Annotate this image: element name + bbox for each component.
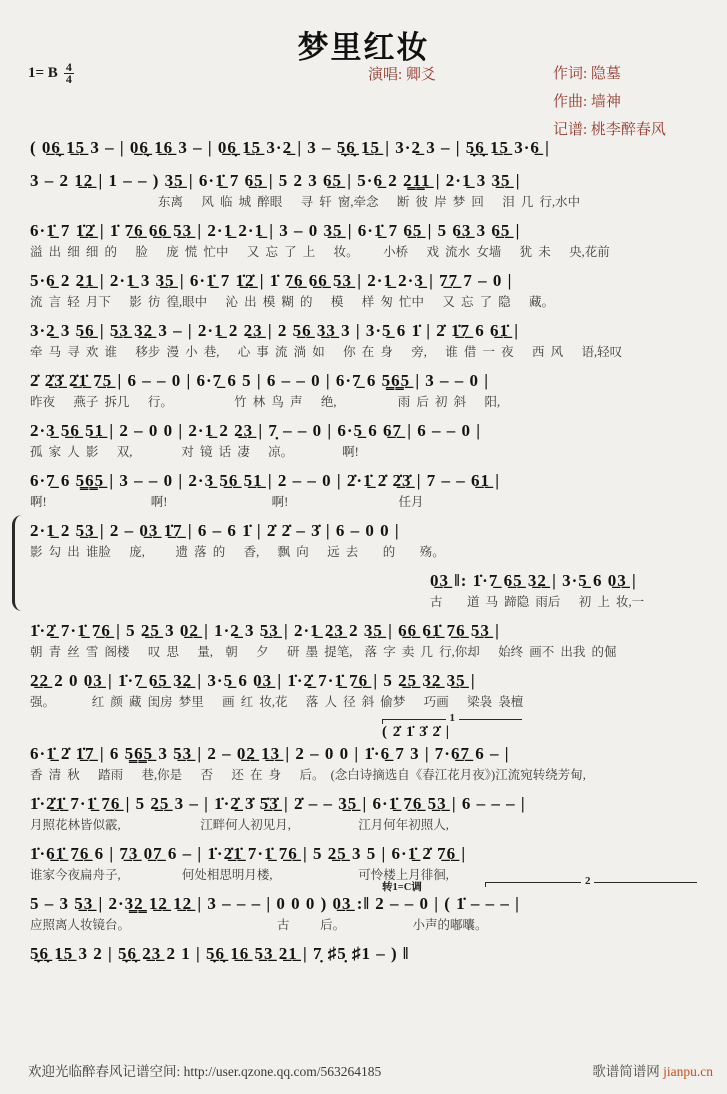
- page-footer: [0, 1060, 727, 1080]
- system-15: [30, 842, 713, 883]
- credit-composer: 作曲: 墙神: [553, 94, 621, 110]
- system-1-intro: [30, 136, 713, 160]
- notes-line: 5·6̲ 2 2̲1̲ | 2·1̲ 3 3̲5̲ | 6·1̲̇ 7 1̲̇2̲̇ | 1̇ 7̲6̲ 6̲6̲ 5̲3̲ | 2·1̲ 2·3̲ | 7̲7̲ 7 – 0 |: [30, 271, 513, 290]
- time-signature-numerator: 4: [65, 60, 72, 74]
- lyrics-line: 古 道 马 蹄隐 雨后 初 上 妆,一: [430, 595, 645, 609]
- lyrics-line: 昨夜 燕子 拆几 行。 竹 林 鸟 声 绝, 雨 后 初 斜 阳,: [30, 395, 501, 409]
- credit-singer: 演唱: 卿爻: [368, 67, 436, 83]
- system-8: [30, 469, 713, 510]
- volta-1-notes: ( 2̇ 1̇ 3̇ 2̇ |: [382, 724, 451, 740]
- volta-1-number: 1: [446, 712, 460, 724]
- volta-2-number: 2: [581, 875, 595, 887]
- volta-1-ending: [382, 712, 522, 741]
- lyrics-line: 应照离人妆镜台。 古 后。 小声的嘟囔。: [30, 918, 488, 932]
- system-7: [30, 419, 713, 460]
- notes-line: 2̲2̲ 2 0 0̲3̲ | 1̇·7̲ 6̲5̲ 3̲2̲ | 3·5̲ 6 0̲3̲ | 1̇·2̲̇ 7·1̲̇ 7̲6̲ | 5 2̲5̲ 3̲2̲ 3̲5̲ |: [30, 671, 476, 690]
- system-10: [430, 569, 713, 610]
- score-area: [30, 136, 713, 975]
- system-11: [30, 619, 713, 660]
- lyrics-line: 月照花林皆似霰, 江畔何人初见月, 江月何年初照人,: [30, 818, 449, 832]
- system-13: [30, 742, 713, 783]
- time-signature: [64, 62, 74, 85]
- notes-line: 6·1̲̇ 7 1̲̇2̲̇ | 1̇ 7̲6̲ 6̲6̲ 5̲3̲ | 2·1̲ 2·1̲ | 3 – 0 3̲5̲ | 6·1̲̇ 7 6̲5̲ | 5 6̲3̲ 3 6̲5̲ |: [30, 221, 521, 240]
- transcriber-space-link[interactable]: 欢迎光临醉春风记谱空间: http://user.qzone.qq.com/563264185: [28, 1064, 382, 1079]
- notes-line: 5 – 3 5̲3̲ | 2·3̳2̳ 1̲2̲ 1̲2̲ | 3 – – – | 0 0 0 ) 0̲3̲ :‖ 2 – – 0 | ( 1̇ – – – |: [30, 894, 520, 913]
- site-name: 歌谱简谱网: [592, 1064, 660, 1079]
- notes-line: 3·2̲ 3 5̲6̲ | 5̲3̲ 3̲2̲ 3 – | 2·1̲ 2 2̲3̲ | 2 5̲6̲ 3̲3̲ 3 | 3·5̲ 6 1̇ | 2̇ 1̲̇7̲ 6 6̲1̲̇ |: [30, 321, 519, 340]
- modulation-label: 转1=C调: [382, 882, 422, 893]
- time-signature-denominator: 4: [65, 72, 72, 86]
- key-signature: [28, 62, 74, 85]
- lyrics-line: 影 勾 出 谁脸 庞, 遗 落 的 香, 飘 向 远 去 的 殇。: [30, 545, 445, 559]
- notes-line: 6·1̲̇ 2̇ 1̲̇7̲ | 6 5̳6̳5̲ 3 5̲3̲ | 2 – 0̲2̲ 1̲3̲ | 2 – 0 0 | 1̇·6̲ 7 3 | 7·6̲7̲ 6 – |: [30, 744, 510, 763]
- credit-lyricist: 作词: 隐墓: [553, 66, 621, 82]
- system-17-coda: [30, 942, 713, 966]
- volta-2-ending: [485, 875, 697, 887]
- system-12: [30, 669, 713, 710]
- notes-line: 6·7̲ 6 5̳6̳5̲ | 3 – – 0 | 2·3̲ 5̲6̲ 5̲1̲ | 2 – – 0 | 2̇·1̲̇ 2̇ 2̲̇3̲̇ | 7 – – 6̲1̲ |: [30, 471, 500, 490]
- system-2: [30, 169, 713, 210]
- notes-line: 1̇·2̲̇ 7·1̲̇ 7̲6̲ | 5 2̲5̲ 3 0̲2̲ | 1·2̲ 3 5̲3̲ | 2·1̲ 2̲3̲ 2 3̲5̲ | 6̲6̲ 6̲1̲̇ 7̲6̲ 5̲3̲ |: [30, 621, 500, 640]
- lyrics-line: 牵 马 寻 欢 谁 移步 漫 小 巷, 心 事 流 淌 如 你 在 身 旁, 谁 借 一 夜 西 风 语,轻叹: [30, 345, 623, 359]
- system-6: [30, 369, 713, 410]
- lyrics-line: 溢 出 细 细 的 脸 庞 慌 忙中 又 忘 了 上 妆。 小桥 戏 流水 女墙 犹 未 央,花前: [30, 245, 610, 259]
- notes-line: 2̇ 2̲̇3̲̇ 2̲̇1̲̇ 7̲5̲ | 6 – – 0 | 6·7̲ 6 5 | 6 – – 0 | 6·7̲ 6 5̳6̳5̲ | 3 – – 0 |: [30, 371, 490, 390]
- volta-1-bracket: [382, 712, 522, 724]
- notes-line: 2·1̲ 2 5̲3̲ | 2 – 0̲3̲ 1̲̇7̲ | 6 – 6 1̇ | 2̇ 2̇ – 3̇ | 6 – 0 0 |: [30, 521, 400, 540]
- lyrics-line: 流 言 轻 月下 影 彷 徨,眼中 沁 出 模 糊 的 模 样 匆 忙中 又 忘 了 隐 藏。: [30, 295, 555, 309]
- lyrics-line: 强。 红 颜 藏 闺房 梦里 画 红 妆,花 落 人 径 斜 偷梦 巧画 梁袅 袅檀: [30, 695, 524, 709]
- system-5: [30, 319, 713, 360]
- notes-line: 1̇·2̲̇1̲̇ 7·1̲̇ 7̲6̲ | 5 2̲5̲ 3 – | 1̇·2̲̇ 3̇ 5̲̇3̲̇ | 2̇ – – 3̲5̲ | 6·1̲̇ 7̲6̲ 5̲3̲ | 6 – – – |: [30, 794, 526, 813]
- system-9: [30, 519, 713, 560]
- system-14: [30, 792, 713, 833]
- lyrics-line: 朝 青 丝 雪 阁楼 叹 思 量, 朝 夕 研 墨 提笔, 落 字 卖 几 行,你却 始终 画不 出我 的倔: [30, 645, 617, 659]
- lyrics-line: 啊! 啊! 啊! 任月: [30, 495, 424, 509]
- lyrics-line: 孤 家 人 影 双, 对 镜 话 凄 凉。 啊!: [30, 445, 359, 459]
- song-title: 梦里红妆: [297, 30, 430, 65]
- site-credit: [592, 1060, 713, 1080]
- notes-line: 2·3̲ 5̲6̲ 5̲1̲ | 2 – 0 0 | 2·1̲ 2 2̲3̲ | 7̣ – – 0 | 6·5̲ 6 6̲7̲ | 6 – – 0 |: [30, 421, 481, 440]
- notes-line: 0̲3̲ ‖: 1̇·7̲ 6̲5̲ 3̲2̲ | 3·5̲ 6 0̲3̲ |: [430, 571, 637, 590]
- notes-line: 1̇·6̲1̲̇ 7̲6̲ 6 | 7̲3̲ 0̲7̲ 6 – | 1̇·2̲̇1̲̇ 7·1̲̇ 7̲6̲ | 5 2̲5̲ 3 5 | 6·1̲̇ 2̇ 7̲6̲ |: [30, 844, 467, 863]
- notes-line: ( 0̲6̲̣ 1̲5̲ 3 – | 0̲6̲̣ 1̲6̲ 3 – | 0̲6̲̣ 1̲5̲ 3·2̲ | 3 – 5̲̣6̲̣ 1̲5̲ | 3·2̲ 3 – | 5̲̣6̲̣ 1̲5̲ 3·6̲ |: [30, 138, 550, 157]
- system-3: [30, 219, 713, 260]
- system-4: [30, 269, 713, 310]
- key-label: 1= B: [28, 65, 58, 81]
- volta-2-bracket: [485, 875, 697, 887]
- lyrics-line: 东离 风 临 城 醉眼 寻 轩 窗,牵念 断 彼 岸 梦 回 泪 几 行,水中: [158, 195, 581, 209]
- credits-column: [553, 62, 666, 139]
- notes-line: 5̲̣6̲̣ 1̲5̲ 3 2 | 5̲̣6̲̣ 2̲3̲ 2 1 | 5̲̣6̲̣ 1̲6̲ 5̲3̲ 2̲1̲ | 7̣ ♯5̣ ♯1 – ) ‖: [30, 944, 410, 963]
- lyrics-line: 谁家今夜扁舟子, 何处相思明月楼, 可怜楼上月徘徊,: [30, 868, 449, 882]
- lyrics-line: 香 清 秋 踏雨 巷,你是 否 还 在 身 后。 (念白诗摘选自《春江花月夜》)江流宛转绕芳甸,: [30, 768, 586, 782]
- section-paren-bracket: [12, 515, 25, 611]
- site-link[interactable]: jianpu.cn: [663, 1064, 713, 1079]
- notes-line: 3 – 2 1̲2̲ | 1 – – ) 3̲5̲ | 6·1̲̇ 7 6̲5̲ | 5 2 3 6̲5̲ | 5·6̲ 2 2̳1̳1̲ | 2·1̲ 3 3̲5̲ |: [30, 171, 521, 190]
- credit-transcriber: 记谱: 桃李醉春风: [553, 122, 666, 138]
